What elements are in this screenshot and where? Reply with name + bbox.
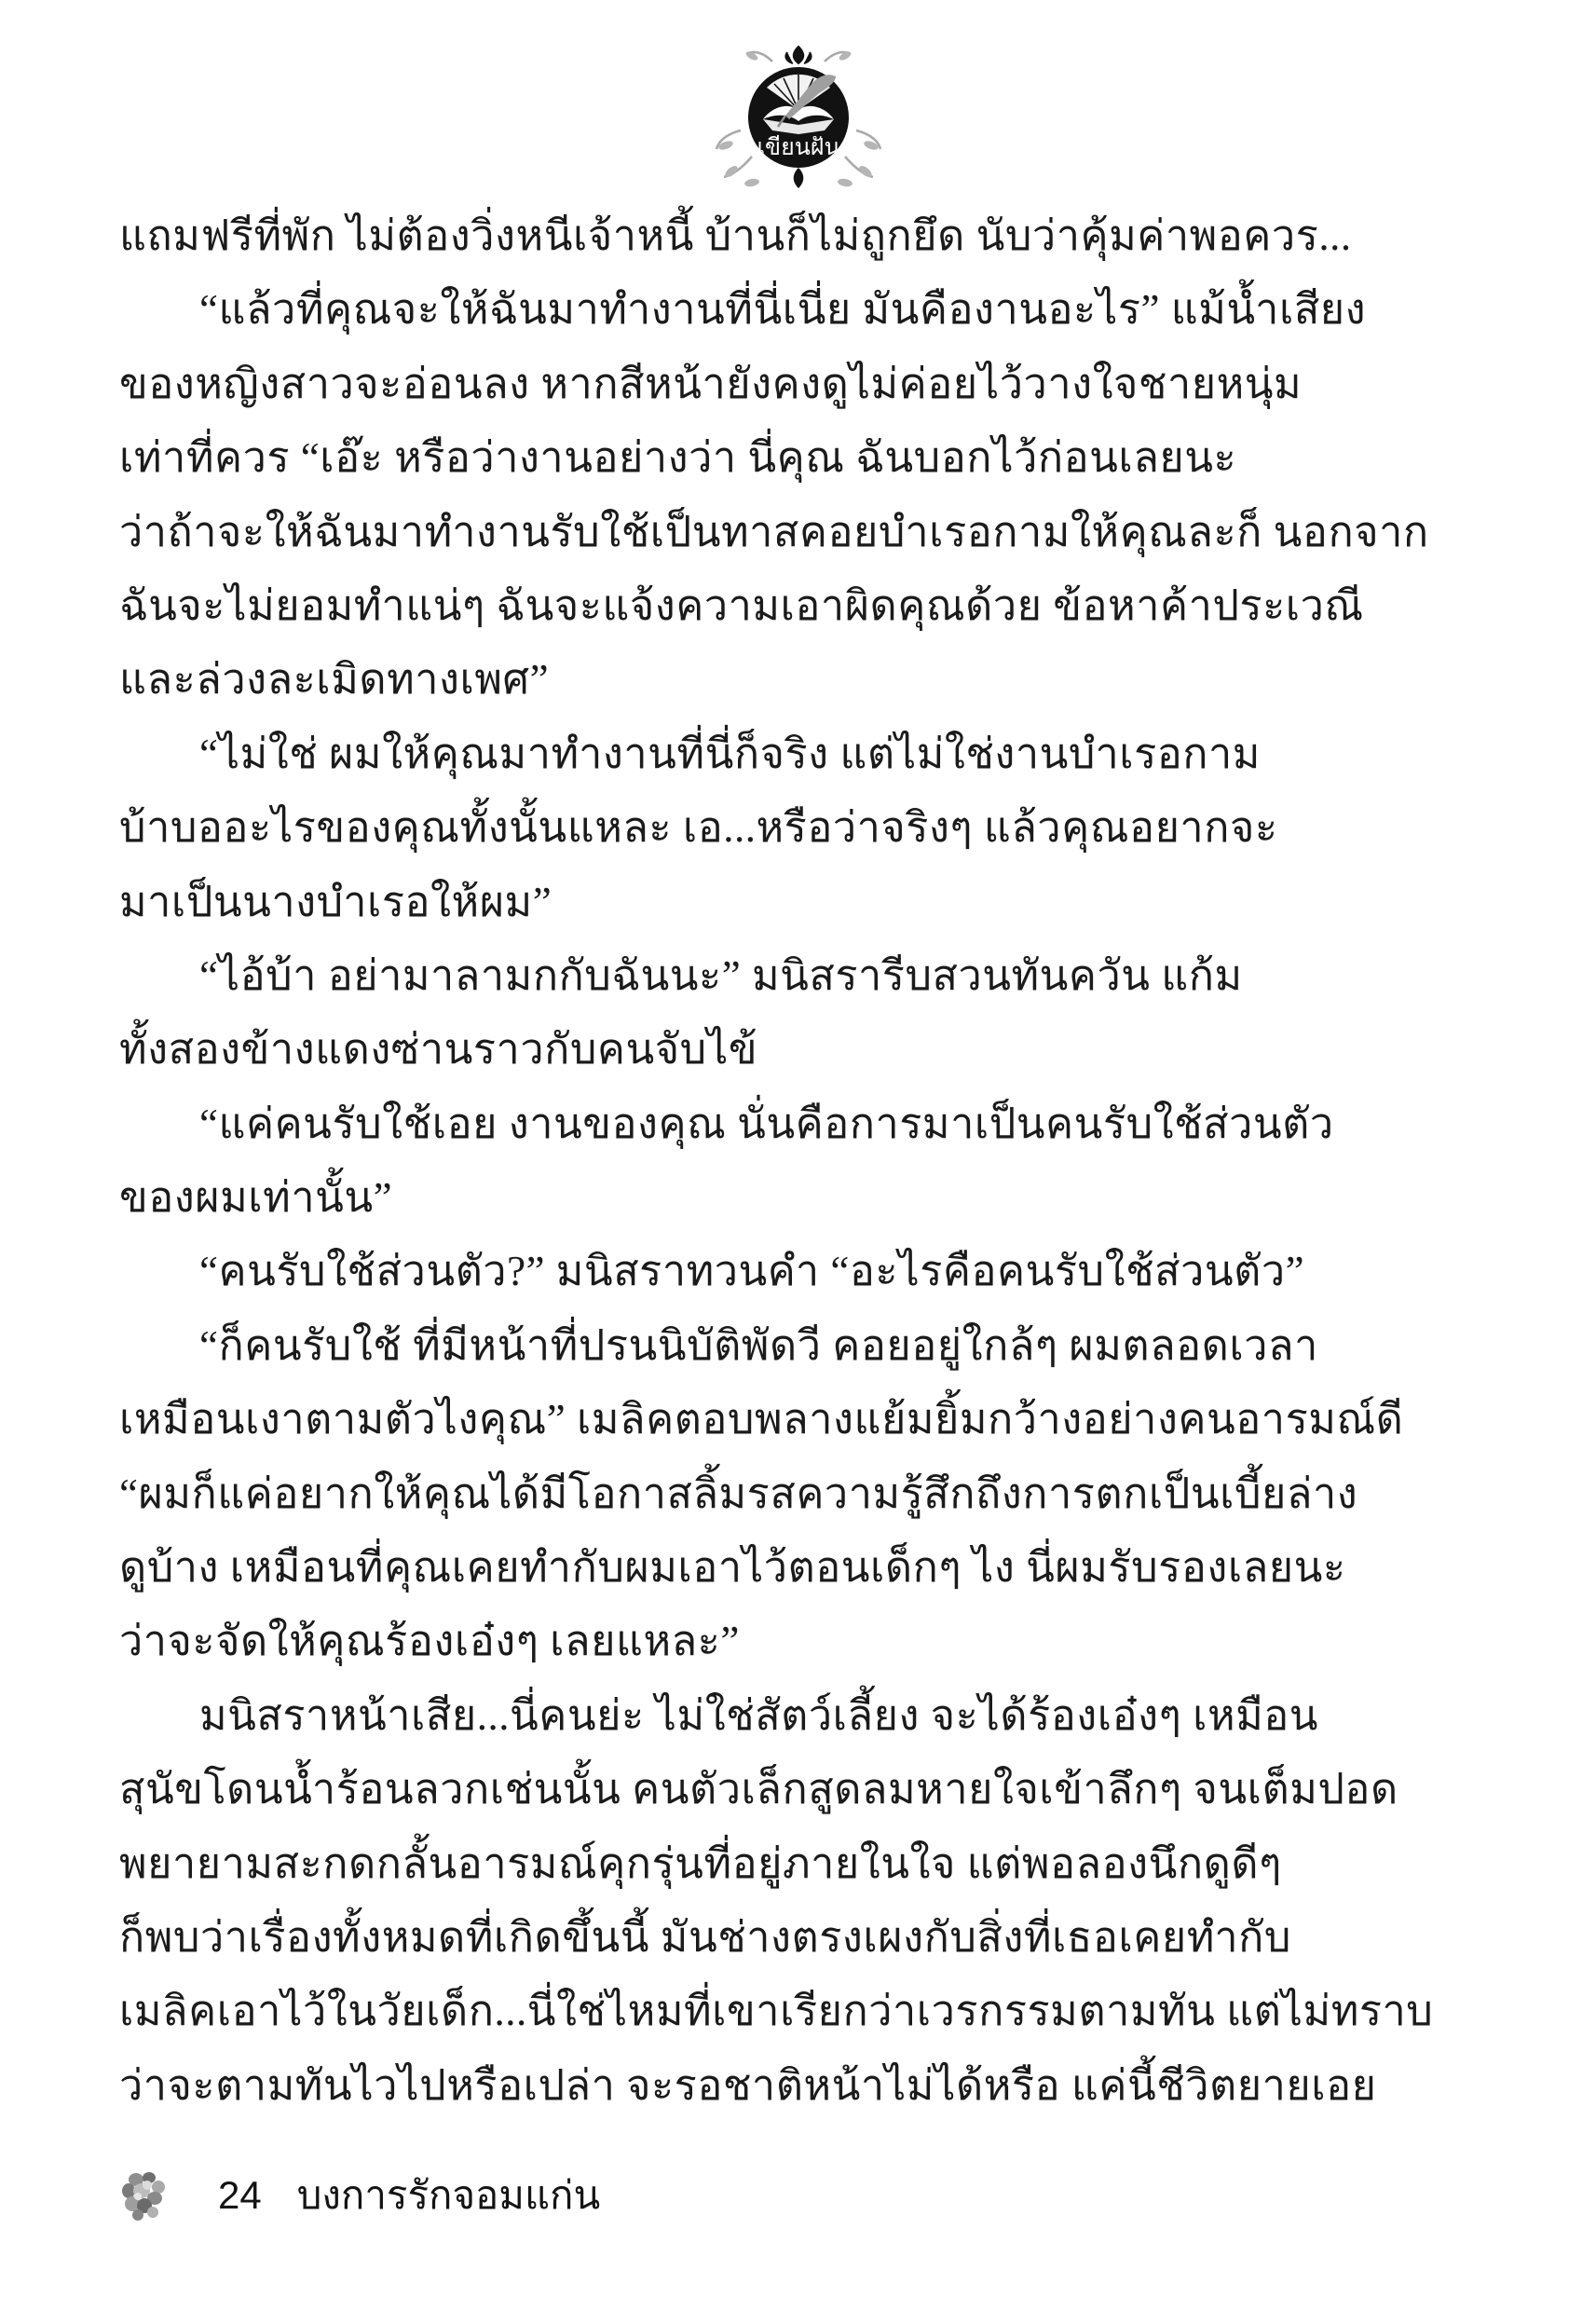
text-line: “ไอ้บ้า อย่ามาลามกกับฉันนะ” มนิสรารีบสวนทันควัน แก้ม: [199, 951, 1243, 999]
text-line: ดูบ้าง เหมือนที่คุณเคยทำกับผมเอาไว้ตอนเด็กๆ ไง นี่ผมรับรองเลยนะ: [119, 1544, 1346, 1592]
text-line: “ผมก็แค่อยากให้คุณได้มีโอกาสลิ้มรสความรู้สึกถึงการตกเป็นเบี้ยล่าง: [119, 1470, 1358, 1517]
text-line: พยายามสะกดกลั้นอารมณ์คุกรุ่นที่อยู่ภายในใจ แต่พอลองนึกดูดีๆ: [119, 1839, 1282, 1887]
text-line: ก็พบว่าเรื่องทั้งหมดที่เกิดขึ้นนี้ มันช่างตรงเผงกับสิ่งที่เธอเคยทำกับ: [119, 1913, 1291, 1961]
text-line: ว่าจะจัดให้คุณร้องเอ๋งๆ เลยแหละ”: [119, 1618, 740, 1665]
text-line: ของผมเท่านั้น”: [119, 1174, 393, 1222]
text-line: ว่าถ้าจะให้ฉันมาทำงานรับใช้เป็นทาสคอยบำเรอกามให้คุณละก็ นอกจาก: [119, 508, 1429, 555]
text-line: บ้าบออะไรของคุณทั้งนั้นแหละ เอ...หรือว่าจริงๆ แล้วคุณอยากจะ: [119, 804, 1278, 852]
text-line: ของหญิงสาวจะอ่อนลง หากสีหน้ายังคงดูไม่ค่อยไว้วางใจชายหนุ่ม: [119, 360, 1303, 407]
text-line: ว่าจะตามทันไวไปหรือเปล่า จะรอชาติหน้าไม่ได้หรือ แค่นี้ชีวิตยายเอย: [119, 2061, 1377, 2109]
text-line: เท่าที่ควร “เอ๊ะ หรือว่างานอย่างว่า นี่คุณ ฉันบอกไว้ก่อนเลยนะ: [119, 434, 1237, 482]
text-line: สุนัขโดนน้ำร้อนลวกเช่นนั้น คนตัวเล็กสูดลมหายใจเข้าลึกๆ จนเต็มปอด: [119, 1766, 1398, 1813]
text-line: มนิสราหน้าเสีย...นี่คนย่ะ ไม่ใช่สัตว์เลี้ยง จะได้ร้องเอ๋งๆ เหมือน: [199, 1691, 1319, 1739]
publisher-name: เขียนฝัน: [756, 135, 840, 160]
text-line: มาเป็นนางบำเรอให้ผม”: [119, 878, 552, 925]
page-number: 24: [218, 2173, 262, 2217]
crown-ornament: [785, 47, 811, 63]
text-line: แถมฟรีที่พัก ไม่ต้องวิ่งหนีเจ้าหนี้ บ้านก็ไม่ถูกยึด นับว่าคุ้มค่าพอควร...: [119, 212, 1352, 259]
text-line: “ไม่ใช่ ผมให้คุณมาทำงานที่นี่ก็จริง แต่ไม่ใช่งานบำเรอกาม: [199, 730, 1261, 777]
body-text: [119, 199, 1484, 2123]
text-line: ฉันจะไม่ยอมทำแน่ๆ ฉันจะแจ้งความเอาผิดคุณด้วย ข้อหาค้าประเวณี: [119, 581, 1364, 629]
text-line: “ก็คนรับใช้ ที่มีหน้าที่ปรนนิบัติพัดวี คอยอยู่ใกล้ๆ ผมตลอดเวลา: [199, 1321, 1318, 1369]
flower-icon: [119, 2168, 168, 2222]
text-line: และล่วงละเมิดทางเพศ”: [119, 656, 550, 704]
publisher-logo: [715, 45, 882, 190]
text-line: “คนรับใช้ส่วนตัว?” มนิสราทวนคำ “อะไรคือคนรับใช้ส่วนตัว”: [199, 1248, 1305, 1295]
text-line: เหมือนเงาตามตัวไงคุณ” เมลิคตอบพลางแย้มยิ้มกว้างอย่างคนอารมณ์ดี: [119, 1396, 1404, 1443]
text-line: ทั้งสองข้างแดงซ่านราวกับคนจับไข้: [119, 1026, 758, 1073]
text-line: “แล้วที่คุณจะให้ฉันมาทำงานที่นี่เนี่ย มันคืองานอะไร” แม้น้ำเสียง: [199, 286, 1367, 334]
book-title: บงการรักจอมแก่น: [296, 2175, 601, 2218]
page-footer: [119, 2154, 600, 2236]
text-line: เมลิคเอาไว้ในวัยเด็ก...นี่ใช่ไหมที่เขาเรียกว่าเวรกรรมตามทัน แต่ไม่ทราบ: [119, 1988, 1434, 2035]
publisher-logo-icon: [715, 45, 882, 190]
text-line: “แค่คนรับใช้เอย งานของคุณ นั่นคือการมาเป็นคนรับใช้ส่วนตัว: [199, 1100, 1334, 1147]
tail-ornament: [793, 168, 803, 188]
